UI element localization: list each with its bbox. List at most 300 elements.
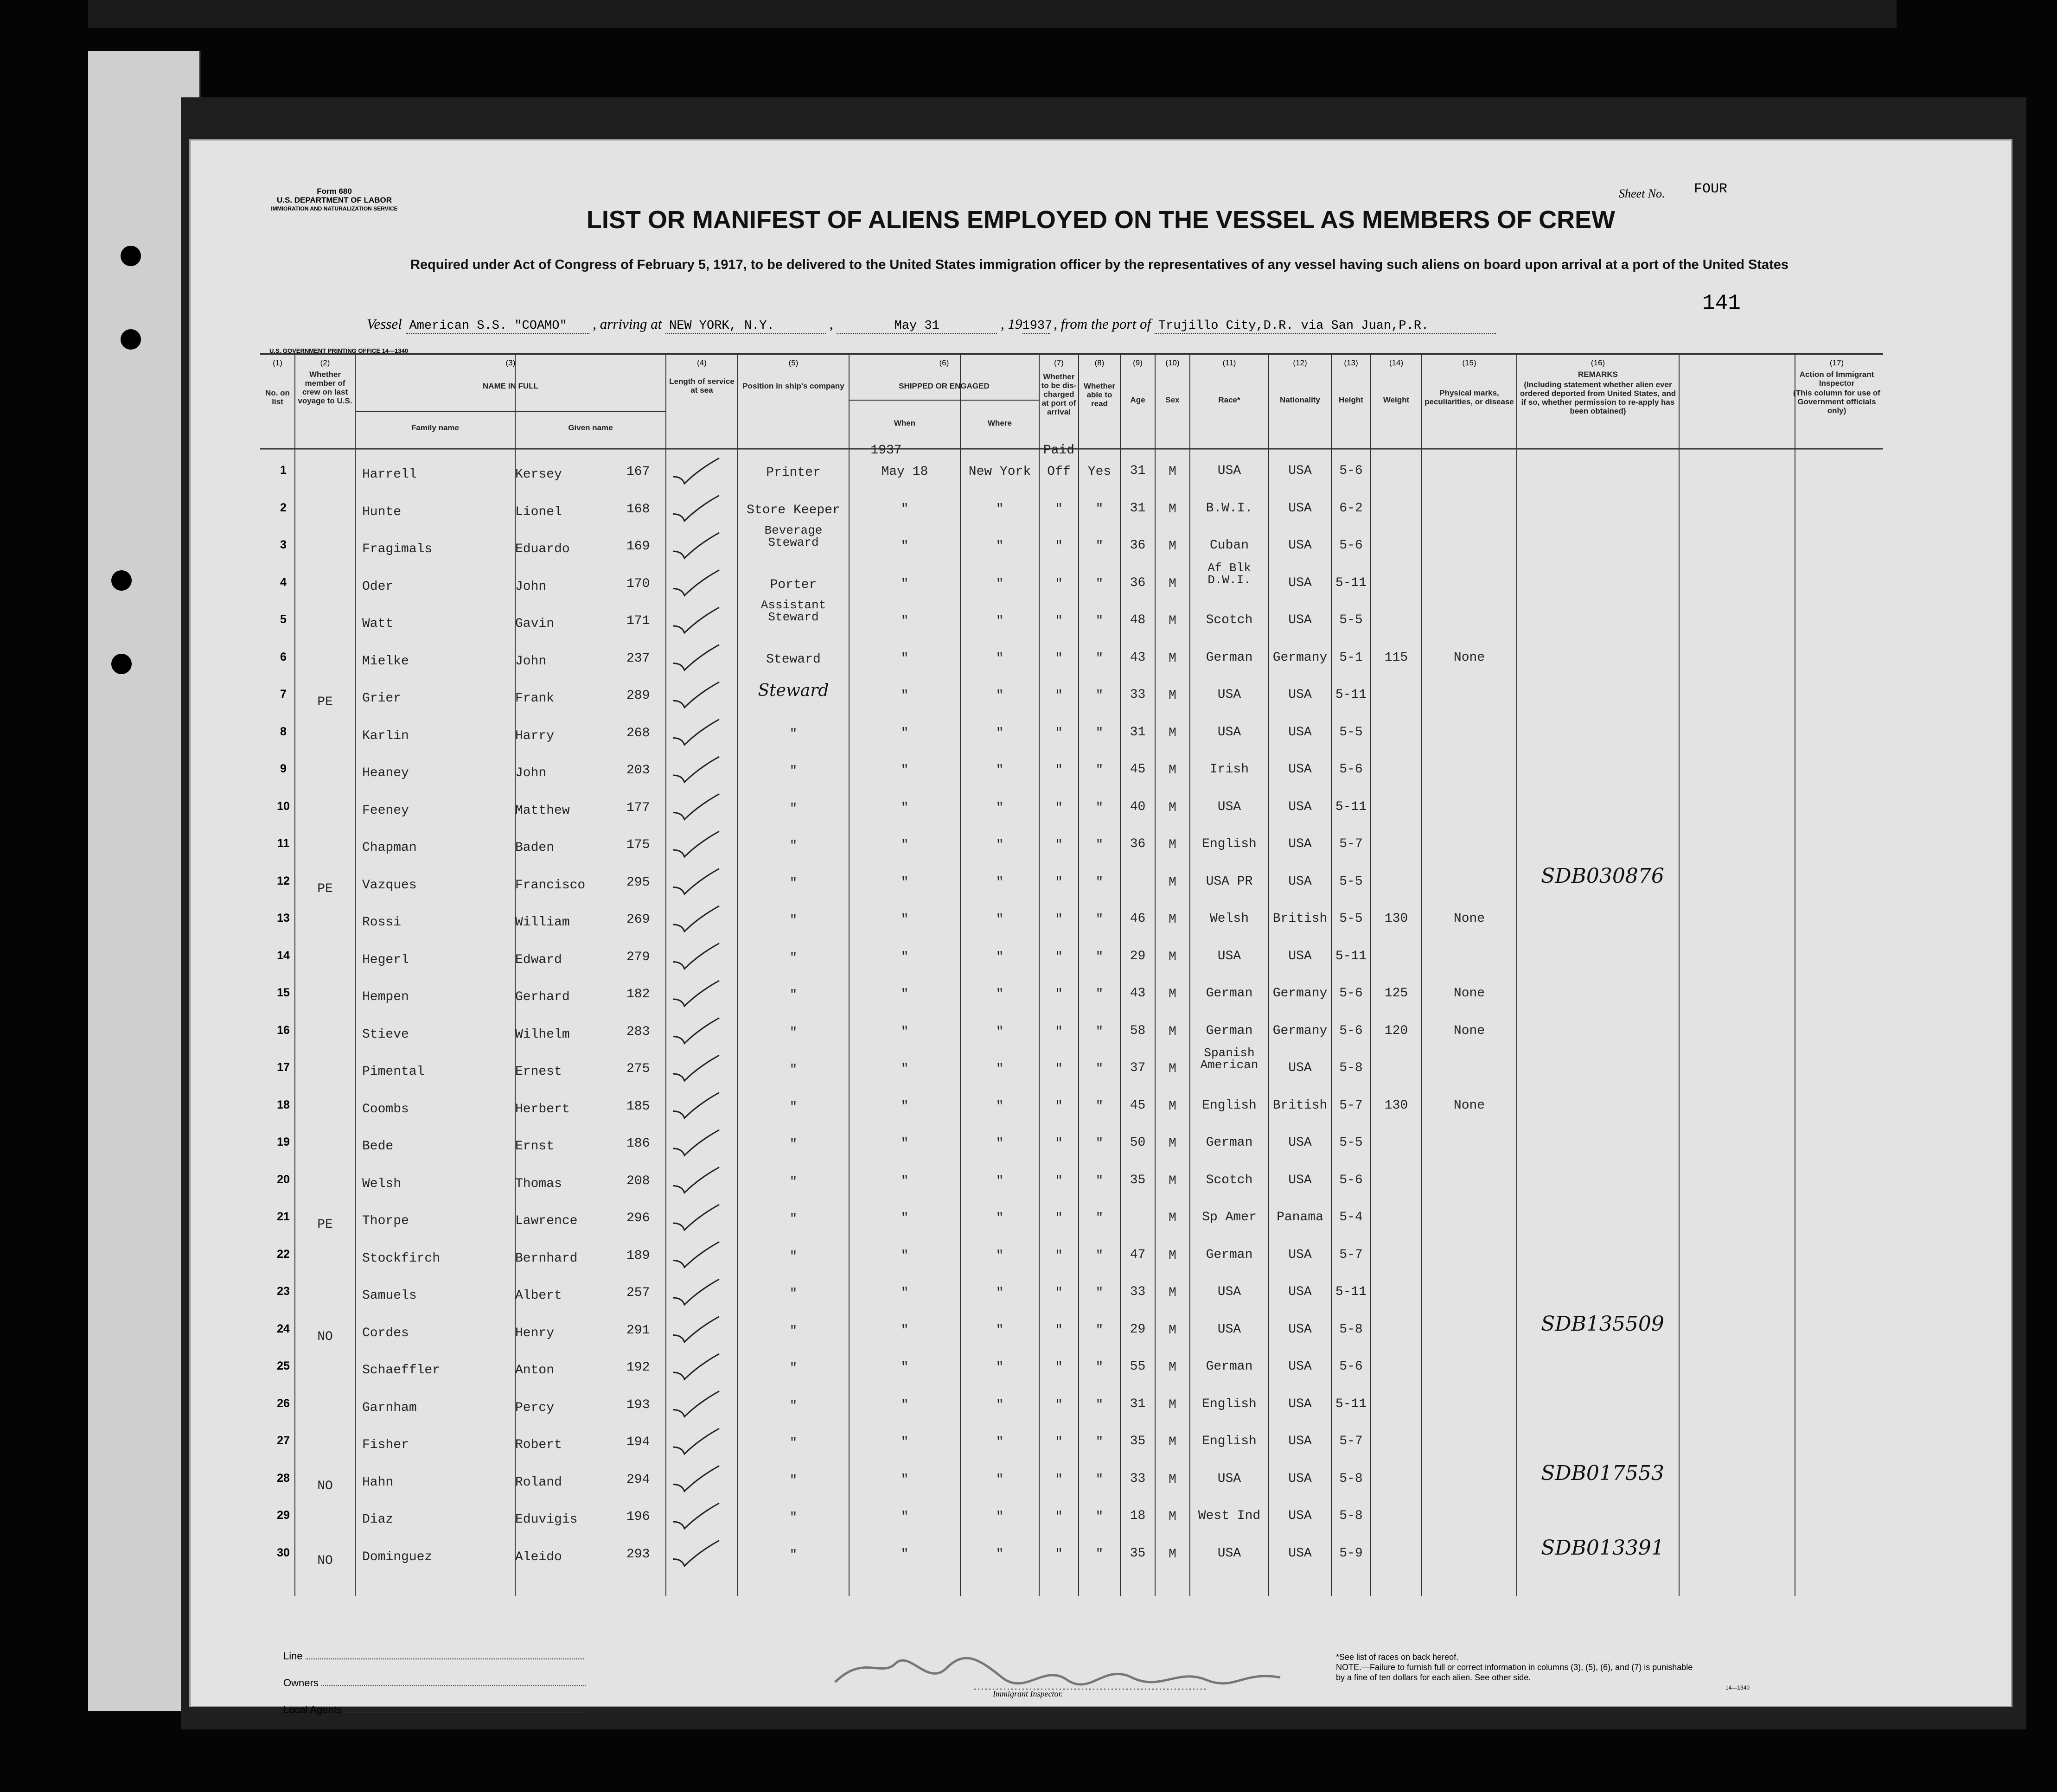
- race: USA: [1217, 725, 1241, 740]
- sex: M: [1169, 651, 1176, 666]
- row-number: 17: [277, 1061, 290, 1074]
- prev-voyage: PE: [317, 1218, 333, 1232]
- badge-number: 167: [626, 465, 650, 479]
- race-line2: American: [1200, 1058, 1258, 1072]
- discharged: ": [1055, 912, 1063, 927]
- header-name: NAME IN FULL: [483, 382, 538, 390]
- position: ": [789, 801, 798, 816]
- race: Scotch: [1206, 1173, 1253, 1187]
- badge-number: 293: [626, 1547, 650, 1562]
- row-number: 14: [277, 949, 290, 962]
- nationality: USA: [1288, 1285, 1312, 1299]
- weight: 125: [1384, 986, 1408, 1001]
- badge-number: 192: [626, 1360, 650, 1375]
- height: 6-2: [1339, 501, 1363, 516]
- footer-labels: [283, 1643, 586, 1723]
- race: USA: [1217, 1322, 1241, 1337]
- shipped-where: ": [996, 1248, 1004, 1263]
- header-sex: Sex: [1165, 395, 1180, 404]
- nationality: USA: [1288, 725, 1312, 740]
- badge-number: 295: [626, 875, 650, 890]
- age: 43: [1130, 986, 1146, 1001]
- race: Cuban: [1209, 538, 1249, 553]
- discharged: ": [1055, 1211, 1063, 1225]
- check-mark: [673, 981, 719, 1006]
- check-mark: [673, 1055, 719, 1081]
- badge-number: 189: [626, 1248, 650, 1263]
- check-mark: [673, 1466, 719, 1492]
- height: 5-6: [1339, 986, 1363, 1001]
- shipped-where: New York: [968, 465, 1031, 479]
- check-mark: [673, 1279, 719, 1305]
- able-to-read: ": [1095, 875, 1104, 890]
- shipped-where: ": [996, 1472, 1004, 1487]
- check-mark: [673, 1541, 719, 1566]
- row-number: 8: [280, 725, 287, 738]
- prev-voyage: NO: [317, 1553, 333, 1568]
- sex: M: [1169, 987, 1176, 1001]
- sex: M: [1169, 875, 1176, 890]
- shipped-where: ": [996, 614, 1004, 628]
- position: ": [789, 913, 798, 928]
- given-name: John: [515, 654, 547, 669]
- badge-number: 171: [626, 614, 650, 628]
- discharged: ": [1055, 950, 1063, 964]
- weight: 130: [1384, 1098, 1408, 1113]
- age: 33: [1130, 1285, 1146, 1299]
- position: ": [789, 1212, 798, 1226]
- physical-marks: None: [1453, 912, 1485, 926]
- inspector-label: Immigrant Inspector.: [993, 1689, 1063, 1698]
- sex: M: [1169, 950, 1176, 964]
- physical-marks: None: [1453, 986, 1485, 1001]
- age: 35: [1130, 1546, 1146, 1561]
- discharged: Off: [1047, 465, 1071, 479]
- remarks: SDB017553: [1541, 1461, 1664, 1485]
- shipped-when: ": [901, 838, 909, 852]
- age: 33: [1130, 688, 1146, 702]
- physical-marks: None: [1453, 1023, 1485, 1038]
- family-name: Diaz: [362, 1512, 394, 1527]
- header-prev-voyage: Whether member of crew on last voyage to U.S.: [298, 370, 352, 405]
- discharged: ": [1055, 1173, 1063, 1188]
- able-to-read: ": [1095, 614, 1104, 628]
- column-number: (6): [939, 358, 949, 367]
- family-name: Welsh: [362, 1176, 402, 1191]
- column-number: (16): [1591, 358, 1605, 367]
- race: German: [1206, 650, 1253, 665]
- shipped-when: ": [901, 1024, 909, 1039]
- badge-number: 279: [626, 950, 650, 964]
- family-name: Hegerl: [362, 952, 409, 967]
- shipped-where: ": [996, 950, 1004, 964]
- check-mark: [673, 794, 719, 820]
- header-action: Action of Immigrant Inspector: [1799, 370, 1874, 388]
- nationality: USA: [1288, 799, 1312, 814]
- column-number: (12): [1293, 358, 1307, 367]
- nationality: USA: [1288, 688, 1312, 702]
- position: ": [789, 1398, 798, 1413]
- given-name: Bernhard: [515, 1251, 578, 1266]
- given-name: Frank: [515, 691, 555, 706]
- inspector-signature: [826, 1645, 1290, 1696]
- row-number: 27: [277, 1434, 290, 1447]
- shipped-where: ": [996, 726, 1004, 740]
- shipped-where: ": [996, 763, 1004, 778]
- family-name: Stockfirch: [362, 1251, 441, 1266]
- nationality: USA: [1288, 1135, 1312, 1150]
- discharged: ": [1055, 1360, 1063, 1375]
- shipped-where: ": [996, 1099, 1004, 1114]
- race: West Ind: [1198, 1509, 1261, 1523]
- row-number: 3: [280, 538, 287, 551]
- discharged: ": [1055, 875, 1063, 890]
- given-name: John: [515, 766, 547, 780]
- height: 5-1: [1339, 650, 1363, 665]
- row-number: 22: [277, 1247, 290, 1261]
- height: 5-5: [1339, 725, 1363, 740]
- header-race: Race*: [1218, 395, 1240, 404]
- race: English: [1202, 837, 1257, 851]
- row-number: 6: [280, 650, 287, 663]
- race: Welsh: [1209, 912, 1249, 926]
- able-to-read: ": [1095, 1286, 1104, 1300]
- height: 5-5: [1339, 874, 1363, 889]
- badge-number: 269: [626, 912, 650, 927]
- family-name: Feeney: [362, 803, 409, 818]
- able-to-read: ": [1095, 651, 1104, 666]
- shipped-when: ": [901, 1136, 909, 1151]
- footnote: [1336, 1652, 1698, 1683]
- family-name: Coombs: [362, 1102, 409, 1116]
- position: ": [789, 1063, 798, 1077]
- header-physical: Physical marks, peculiarities, or disease: [1425, 389, 1514, 406]
- discharged: ": [1055, 1136, 1063, 1151]
- header-length: Length of service at sea: [669, 377, 735, 395]
- able-to-read: ": [1095, 1547, 1104, 1562]
- given-name: John: [515, 579, 547, 594]
- row-number: 20: [277, 1173, 290, 1186]
- check-mark: [673, 607, 719, 633]
- check-mark: [673, 1093, 719, 1118]
- check-mark: [673, 944, 719, 969]
- check-mark: [673, 1503, 719, 1529]
- badge-number: 289: [626, 689, 650, 703]
- check-mark: [673, 570, 719, 596]
- column-number: (3): [505, 358, 516, 367]
- age: 36: [1130, 837, 1146, 851]
- race-line2: D.W.I.: [1207, 573, 1251, 587]
- able-to-read: ": [1095, 763, 1104, 778]
- position: ": [789, 764, 798, 778]
- sex: M: [1169, 1510, 1176, 1524]
- shipped-where: ": [996, 1323, 1004, 1338]
- position: ": [789, 950, 798, 965]
- able-to-read: ": [1095, 912, 1104, 927]
- badge-number: 203: [626, 763, 650, 778]
- physical-marks: None: [1453, 650, 1485, 665]
- row-number: 5: [280, 613, 287, 626]
- arriving-label: , arriving at: [593, 316, 662, 332]
- nationality: USA: [1288, 1546, 1312, 1561]
- check-mark: [673, 533, 719, 558]
- discharged: ": [1055, 651, 1063, 666]
- family-name: Bede: [362, 1139, 394, 1154]
- position: ": [789, 1548, 798, 1562]
- paid-label: Paid: [1043, 443, 1075, 458]
- height: 5-7: [1339, 1247, 1363, 1262]
- sex: M: [1169, 838, 1176, 852]
- column-number: (1): [273, 358, 282, 367]
- row-number: 19: [277, 1135, 290, 1148]
- able-to-read: ": [1095, 576, 1104, 591]
- height: 5-6: [1339, 464, 1363, 478]
- shipped-when: ": [901, 726, 909, 740]
- badge-number: 275: [626, 1062, 650, 1076]
- position: ": [789, 727, 798, 741]
- footnote-races: *See list of races on back hereof.: [1336, 1652, 1459, 1662]
- able-to-read: ": [1095, 1099, 1104, 1114]
- race: English: [1202, 1434, 1257, 1448]
- position: ": [789, 988, 798, 1002]
- able-to-read: ": [1095, 1323, 1104, 1338]
- race-line1: Af Blk: [1207, 561, 1251, 575]
- sex: M: [1169, 1435, 1176, 1449]
- shipped-when: ": [901, 1472, 909, 1487]
- header-remarks: REMARKS: [1578, 370, 1618, 379]
- height: 5-6: [1339, 1173, 1363, 1187]
- row-number: 25: [277, 1359, 290, 1372]
- badge-number: 296: [626, 1211, 650, 1225]
- shipped-when: ": [901, 1397, 909, 1412]
- position: Porter: [770, 577, 817, 592]
- family-name: Chapman: [362, 841, 417, 855]
- discharged: ": [1055, 1062, 1063, 1076]
- column-number: (5): [788, 358, 799, 367]
- given-name: Kersey: [515, 467, 562, 482]
- position: ": [789, 1137, 798, 1152]
- discharged: ": [1055, 1024, 1063, 1039]
- given-name: Roland: [515, 1475, 562, 1490]
- given-name: Francisco: [515, 878, 586, 893]
- position: ": [789, 1436, 798, 1450]
- given-name: Gerhard: [515, 990, 570, 1004]
- discharged: ": [1055, 1286, 1063, 1300]
- height: 5-8: [1339, 1322, 1363, 1337]
- badge-number: 170: [626, 576, 650, 591]
- check-mark: [673, 1317, 719, 1342]
- row-number: 28: [277, 1471, 290, 1485]
- shipped-when: ": [901, 1099, 909, 1114]
- shipped-where: ": [996, 1173, 1004, 1188]
- family-name: Cordes: [362, 1326, 409, 1340]
- age: 35: [1130, 1173, 1146, 1187]
- physical-marks: None: [1453, 1098, 1485, 1113]
- badge-number: 268: [626, 726, 650, 740]
- page-subtitle: Required under Act of Congress of February 5, 1917, to be delivered to the United States immigration officer by the representatives of any vessel having such aliens on board upon arrival at a port of the United States: [410, 257, 1789, 272]
- age: 31: [1130, 501, 1146, 516]
- height: 5-6: [1339, 762, 1363, 777]
- given-name: Percy: [515, 1400, 555, 1415]
- badge-number: 185: [626, 1099, 650, 1114]
- position-line1: Assistant: [760, 598, 826, 612]
- punch-hole: [111, 570, 132, 591]
- badge-number: 257: [626, 1286, 650, 1300]
- shipped-when: ": [901, 1248, 909, 1263]
- badge-number: 186: [626, 1136, 650, 1151]
- shipped-when: ": [901, 875, 909, 890]
- vessel-value: American S.S. "COAMO": [406, 319, 589, 334]
- discharged: ": [1055, 800, 1063, 815]
- age: 31: [1130, 725, 1146, 740]
- age: 31: [1130, 464, 1146, 478]
- height: 5-5: [1339, 613, 1363, 627]
- given-name: Lionel: [515, 504, 562, 519]
- race: English: [1202, 1098, 1257, 1113]
- column-number: (14): [1389, 358, 1404, 367]
- shipped-when: ": [901, 1435, 909, 1449]
- badge-number: 194: [626, 1435, 650, 1449]
- shipped-where: ": [996, 1062, 1004, 1076]
- stamp-number: 141: [1702, 291, 1741, 315]
- height: 5-11: [1335, 799, 1367, 814]
- race: German: [1206, 1023, 1253, 1038]
- sex: M: [1169, 1547, 1176, 1562]
- position: ": [789, 1511, 798, 1525]
- race: Irish: [1209, 762, 1249, 777]
- nationality: USA: [1288, 1471, 1312, 1486]
- header-when: When: [894, 419, 916, 427]
- page-title: LIST OR MANIFEST OF ALIENS EMPLOYED ON THE VESSEL AS MEMBERS OF CREW: [586, 206, 1616, 234]
- check-mark: [673, 1428, 719, 1454]
- discharged: ": [1055, 763, 1063, 778]
- able-to-read: ": [1095, 1435, 1104, 1449]
- shipped-when: ": [901, 1286, 909, 1300]
- punch-hole: [121, 246, 141, 266]
- race: USA: [1217, 688, 1241, 702]
- height: 5-7: [1339, 1434, 1363, 1448]
- from-label: , from the port of: [1054, 316, 1151, 332]
- header-no: No. on list: [265, 389, 290, 406]
- family-name: Dominguez: [362, 1550, 433, 1564]
- sex: M: [1169, 1211, 1176, 1225]
- age: 50: [1130, 1135, 1146, 1150]
- family-name: Samuels: [362, 1288, 417, 1303]
- shipped-where: ": [996, 1136, 1004, 1151]
- sex: M: [1169, 1286, 1176, 1300]
- position: ": [789, 1473, 798, 1488]
- check-mark: [673, 682, 719, 708]
- check-mark: [673, 1354, 719, 1379]
- race: USA: [1217, 1546, 1241, 1561]
- position: ": [789, 876, 798, 891]
- from-value: Trujillo City,D.R. via San Juan,P.R.: [1155, 319, 1496, 334]
- discharged: ": [1055, 576, 1063, 591]
- nationality: USA: [1288, 1061, 1312, 1075]
- shipped-where: ": [996, 1435, 1004, 1449]
- family-name: Thorpe: [362, 1214, 409, 1228]
- shipped-when: ": [901, 576, 909, 591]
- given-name: Harry: [515, 728, 555, 743]
- row-number: 24: [277, 1322, 290, 1335]
- remarks: SDB013391: [1541, 1536, 1664, 1560]
- age: 46: [1130, 912, 1146, 926]
- age: 43: [1130, 650, 1146, 665]
- check-mark: [673, 869, 719, 894]
- height: 5-8: [1339, 1509, 1363, 1523]
- check-mark: [673, 1205, 719, 1230]
- weight: 130: [1384, 912, 1408, 926]
- badge-number: 294: [626, 1472, 650, 1487]
- prev-voyage: NO: [317, 1329, 333, 1344]
- shipped-when: ": [901, 763, 909, 778]
- header-where: Where: [988, 419, 1012, 427]
- check-mark: [673, 906, 719, 931]
- able-to-read: ": [1095, 1510, 1104, 1524]
- given-name: Eduardo: [515, 542, 570, 556]
- shipped-when: ": [901, 502, 909, 517]
- discharged: ": [1055, 1472, 1063, 1487]
- discharged: ": [1055, 987, 1063, 1001]
- badge-number: 182: [626, 987, 650, 1001]
- discharged: ": [1055, 614, 1063, 628]
- row-number: 2: [280, 501, 287, 514]
- nationality: USA: [1288, 1509, 1312, 1523]
- able-to-read: ": [1095, 1360, 1104, 1375]
- nationality: Germany: [1272, 1023, 1328, 1038]
- position-line2: Steward: [768, 536, 819, 549]
- family-name: Fisher: [362, 1438, 409, 1452]
- given-name: Henry: [515, 1326, 555, 1340]
- race-line1: Spanish: [1204, 1046, 1255, 1060]
- sex: M: [1169, 539, 1176, 554]
- shipped-when: ": [901, 539, 909, 554]
- race: Scotch: [1206, 613, 1253, 627]
- age: 45: [1130, 762, 1146, 777]
- badge-number: 237: [626, 651, 650, 666]
- sex: M: [1169, 502, 1176, 517]
- discharged: ": [1055, 1547, 1063, 1562]
- check-mark: [673, 496, 719, 521]
- shipped-when: May 18: [881, 465, 928, 479]
- position-line1: Beverage: [764, 523, 823, 537]
- shipped-where: ": [996, 1397, 1004, 1412]
- position: Printer: [766, 466, 821, 480]
- age: 47: [1130, 1247, 1146, 1262]
- badge-number: 283: [626, 1024, 650, 1039]
- shipped-where: ": [996, 875, 1004, 890]
- sex: M: [1169, 1323, 1176, 1338]
- department: U.S. DEPARTMENT OF LABOR: [276, 196, 392, 204]
- discharged: ": [1055, 502, 1063, 517]
- discharged: ": [1055, 726, 1063, 740]
- able-to-read: ": [1095, 1472, 1104, 1487]
- check-mark: [673, 757, 719, 782]
- weight: 120: [1384, 1023, 1408, 1038]
- shipped-when: ": [901, 912, 909, 927]
- badge-number: 175: [626, 838, 650, 852]
- able-to-read: ": [1095, 950, 1104, 964]
- given-name: Thomas: [515, 1176, 562, 1191]
- nationality: USA: [1288, 837, 1312, 851]
- check-mark: [673, 831, 719, 857]
- vessel-label: Vessel: [367, 316, 402, 332]
- shipped-where: ": [996, 987, 1004, 1001]
- row-number: 26: [277, 1397, 290, 1410]
- family-name: Fragimals: [362, 542, 433, 556]
- nationality: Panama: [1277, 1210, 1323, 1224]
- shipped-when: ": [901, 1510, 909, 1524]
